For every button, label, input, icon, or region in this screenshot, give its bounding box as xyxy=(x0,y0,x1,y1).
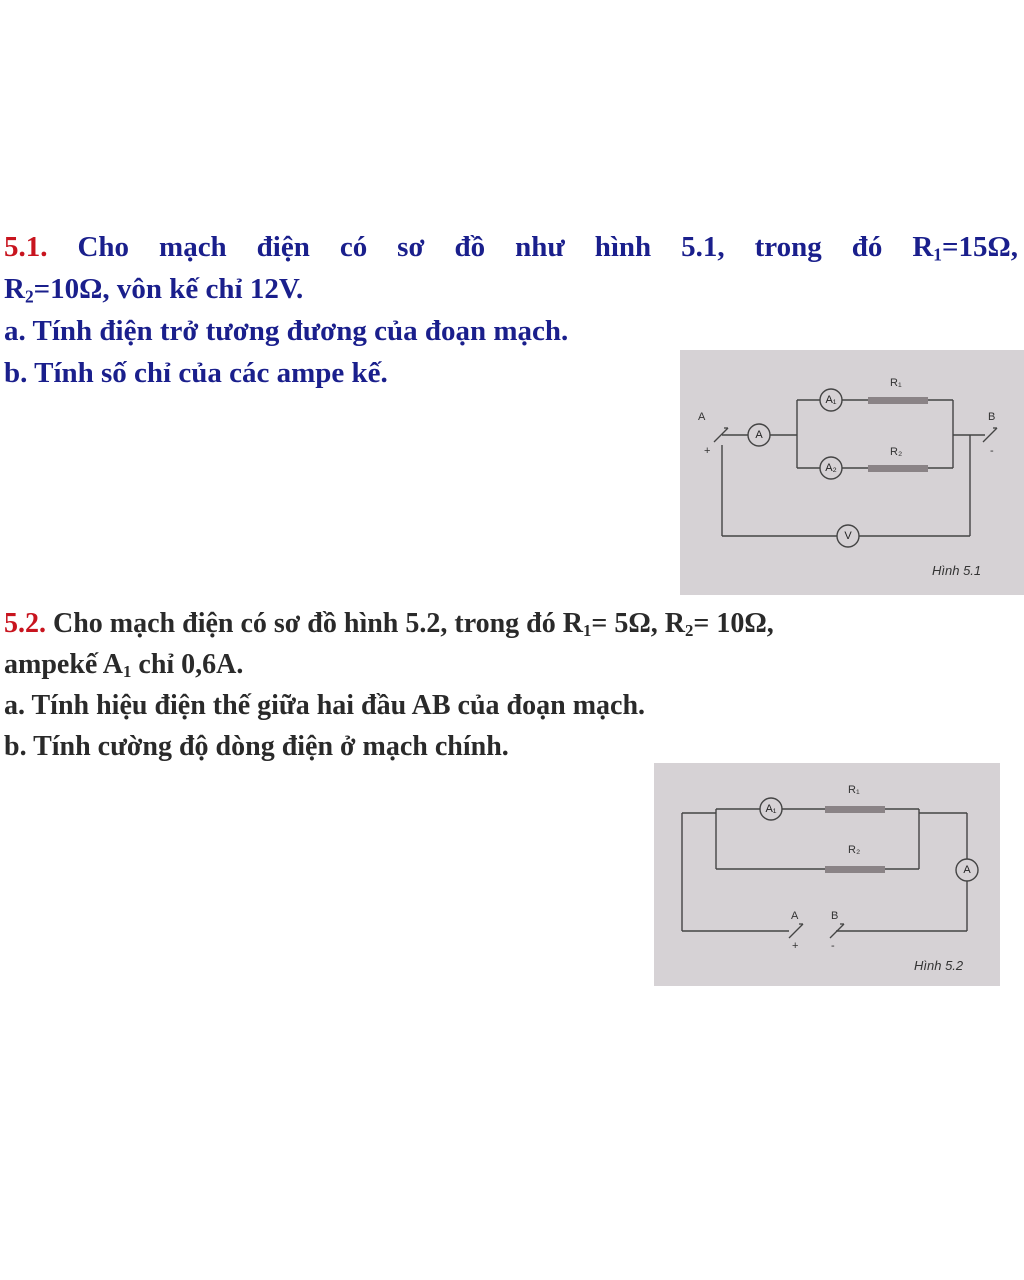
ammeter-main-icon xyxy=(956,859,978,881)
problem-5-2-line-2 xyxy=(4,644,1004,685)
r2-voltmeter-values: =10Ω, vôn kế chỉ 12V. xyxy=(33,273,304,305)
svg-text:V: V xyxy=(844,530,852,542)
r2-symbol: R xyxy=(4,273,25,305)
subscript-1: 1 xyxy=(582,621,592,641)
problem-5-2 xyxy=(4,603,1004,767)
problem-5-2-part-a: a. Tính hiệu điện thế giữa hai đầu AB của đoạn mạch. xyxy=(4,690,646,721)
figure-5-2 xyxy=(654,763,1000,986)
figure-5-1 xyxy=(680,350,1024,595)
problem-5-1-part-a: a. Tính điện trở tương đương của đoạn mạch. xyxy=(4,315,569,347)
svg-text:A₁: A₁ xyxy=(765,803,777,815)
label-a: A xyxy=(791,910,799,922)
problem-5-1-text: Cho mạch điện có sơ đồ như hình 5.1, trong đó R xyxy=(77,231,934,263)
problem-5-1-line-2 xyxy=(4,268,1018,310)
ammeter-a2-icon xyxy=(820,457,842,479)
label-r1: R₁ xyxy=(890,377,902,389)
ammeter-main-icon xyxy=(748,424,770,446)
r1-value: = 5Ω, R xyxy=(591,608,685,639)
label-plus: + xyxy=(792,940,799,952)
problem-5-2-text: Cho mạch điện có sơ đồ hình 5.2, trong đó R xyxy=(53,608,583,639)
problem-5-1-line-1 xyxy=(4,226,1018,268)
terminal-b-icon xyxy=(983,428,997,442)
subscript-2: 2 xyxy=(684,621,694,641)
svg-text:A₁: A₁ xyxy=(825,394,837,406)
label-r1: R₁ xyxy=(848,784,860,796)
ammeter-text: ampekế A xyxy=(4,649,123,680)
resistor-r2 xyxy=(825,866,885,873)
problem-5-2-line-1 xyxy=(4,603,1004,644)
resistor-r1 xyxy=(868,397,928,404)
circuit-diagram-5-1 xyxy=(680,350,1024,595)
problem-5-2-number: 5.2. xyxy=(4,608,46,639)
subscript-2: 2 xyxy=(24,286,34,307)
ammeter-value: chỉ 0,6A. xyxy=(131,649,244,680)
label-r2: R₂ xyxy=(890,446,903,458)
label-b: B xyxy=(988,411,996,423)
subscript-1: 1 xyxy=(933,244,942,265)
problem-5-2-part-b: b. Tính cường độ dòng điện ở mạch chính. xyxy=(4,731,509,762)
subscript-1b: 1 xyxy=(123,662,132,682)
resistor-r1 xyxy=(825,806,885,813)
svg-text:A: A xyxy=(963,864,971,876)
ammeter-a1-icon xyxy=(760,798,782,820)
problem-5-1-part-b: b. Tính số chỉ của các ampe kế. xyxy=(4,357,388,389)
svg-text:A₂: A₂ xyxy=(825,462,837,474)
label-minus: - xyxy=(831,940,835,952)
r2-value: = 10Ω, xyxy=(693,608,774,639)
voltmeter-icon xyxy=(837,525,859,547)
problem-5-1-number: 5.1. xyxy=(4,231,48,263)
label-b: B xyxy=(831,910,839,922)
resistor-r2 xyxy=(868,465,928,472)
label-plus: + xyxy=(704,445,711,457)
label-minus: - xyxy=(990,445,994,457)
label-r2: R₂ xyxy=(848,844,861,856)
figure-5-1-caption: Hình 5.1 xyxy=(932,563,982,578)
svg-text:A: A xyxy=(755,429,763,441)
figure-5-2-caption: Hình 5.2 xyxy=(914,958,964,973)
label-a: A xyxy=(698,411,706,423)
ammeter-a1-icon xyxy=(820,389,842,411)
terminal-a-icon xyxy=(789,924,803,938)
circuit-diagram-5-2 xyxy=(654,763,1000,986)
r1-value: =15Ω, xyxy=(942,231,1018,263)
